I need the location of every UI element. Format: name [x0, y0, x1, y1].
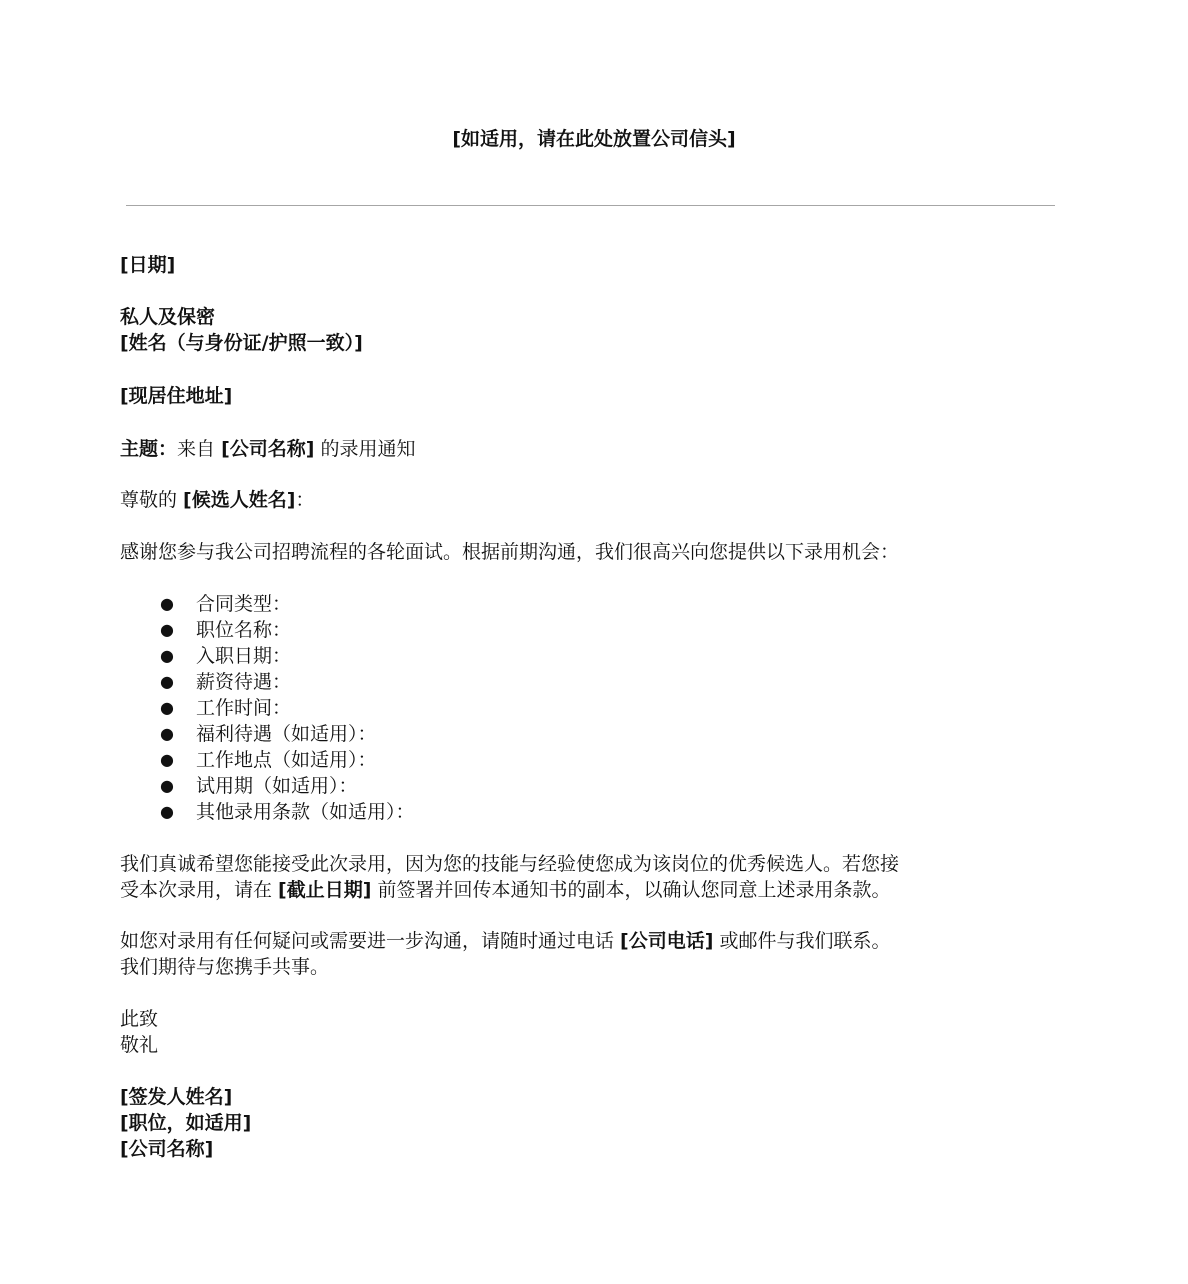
term-label: 其他录用条款（如适用）：: [196, 801, 415, 823]
letter-body: [120, 252, 1070, 1162]
subject-pre: 来自: [177, 438, 222, 460]
bullet-icon: ●: [160, 594, 174, 613]
contact-line-1-post: 或邮件与我们联系。: [713, 930, 891, 952]
deadline-placeholder: [截止日期]: [278, 879, 372, 901]
list-item: [120, 773, 1070, 799]
subject-line: [120, 436, 1070, 462]
recipient-address-placeholder: [现居住地址]: [120, 385, 233, 407]
bullet-icon: ●: [160, 750, 174, 769]
header-divider: [126, 205, 1055, 206]
bullet-icon: ●: [160, 802, 174, 821]
bullet-icon: ●: [160, 646, 174, 665]
list-item: [120, 747, 1070, 773]
term-label: 入职日期：: [196, 645, 292, 667]
greeting-pre: 尊敬的: [120, 489, 184, 511]
term-label: 试用期（如适用）：: [196, 775, 358, 797]
company-phone-placeholder: [公司电话]: [620, 930, 714, 952]
acceptance-line-1: 我们真诚希望您能接受此次录用，因为您的技能与经验使您成为该岗位的优秀候选人。若您接: [120, 853, 900, 875]
greeting-line: [120, 487, 1070, 513]
intro-paragraph: 感谢您参与我公司招聘流程的各轮面试。根据前期沟通，我们很高兴向您提供以下录用机会：: [120, 541, 900, 563]
offer-terms-list: [120, 591, 1070, 825]
contact-line-2: 我们期待与您携手共事。: [120, 956, 330, 978]
bullet-icon: ●: [160, 698, 174, 717]
signer-title-placeholder: [职位，如适用]: [120, 1112, 252, 1134]
acceptance-line-2-post: 前签署并回传本通知书的副本，以确认您同意上述录用条款。: [371, 879, 891, 901]
signer-name-placeholder: [签发人姓名]: [120, 1086, 233, 1108]
greeting-post: ：: [295, 489, 315, 511]
bullet-icon: ●: [160, 776, 174, 795]
signature-block: [120, 1084, 1070, 1162]
closing-line-1: 此致: [120, 1008, 159, 1030]
term-label: 薪资待遇：: [196, 671, 292, 693]
closing-line-2: 敬礼: [120, 1034, 159, 1056]
term-label: 合同类型：: [196, 593, 292, 615]
list-item: [120, 799, 1070, 825]
closing-block: [120, 1006, 1070, 1058]
term-label: 福利待遇（如适用）：: [196, 723, 377, 745]
list-item: [120, 669, 1070, 695]
subject-post: 的录用通知: [314, 438, 416, 460]
bullet-icon: ●: [160, 672, 174, 691]
list-item: [120, 617, 1070, 643]
acceptance-paragraph: [120, 851, 1070, 903]
recipient-name-placeholder: [姓名（与身份证/护照一致）]: [120, 332, 363, 354]
term-label: 工作时间：: [196, 697, 292, 719]
term-label: 职位名称：: [196, 619, 292, 641]
term-label: 工作地点（如适用）：: [196, 749, 377, 771]
letterhead-placeholder: [如适用，请在此处放置公司信头]: [452, 128, 736, 150]
list-item: [120, 721, 1070, 747]
candidate-name-placeholder: [候选人姓名]: [183, 489, 296, 511]
list-item: [120, 643, 1070, 669]
bullet-icon: ●: [160, 620, 174, 639]
acceptance-line-2-pre: 受本次录用，请在: [120, 879, 279, 901]
contact-paragraph: [120, 928, 1070, 980]
subject-label: 主题：: [120, 438, 178, 460]
subject-company-placeholder: [公司名称]: [221, 438, 315, 460]
contact-line-1-pre: 如您对录用有任何疑问或需要进一步沟通，请随时通过电话: [120, 930, 621, 952]
confidential-label: 私人及保密: [120, 306, 216, 328]
date-placeholder: [日期]: [120, 254, 176, 276]
list-item: [120, 591, 1070, 617]
list-item: [120, 695, 1070, 721]
bullet-icon: ●: [160, 724, 174, 743]
signer-company-placeholder: [公司名称]: [120, 1138, 214, 1160]
